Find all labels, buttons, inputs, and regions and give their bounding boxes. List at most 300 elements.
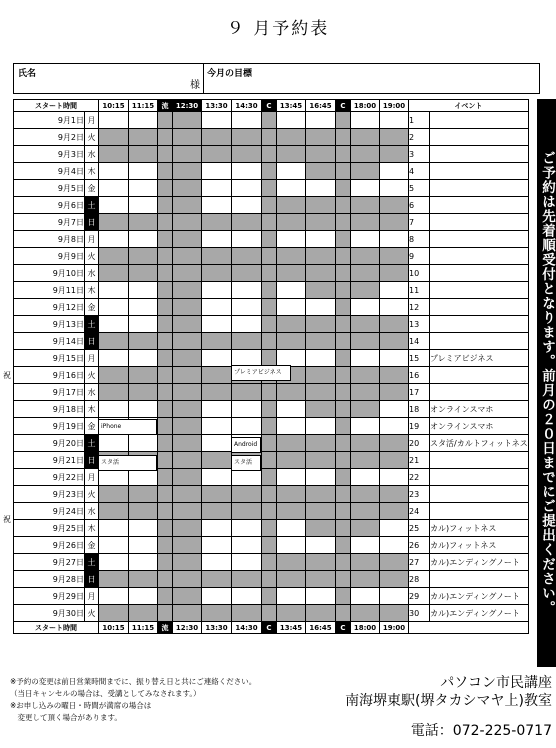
slot-cell[interactable] (232, 146, 262, 163)
slot-cell[interactable] (351, 435, 380, 452)
slot-cell[interactable] (351, 129, 380, 146)
slot-cell[interactable] (129, 299, 158, 316)
slot-cell[interactable] (277, 384, 306, 401)
slot-cell[interactable] (158, 486, 173, 503)
slot-cell[interactable] (129, 197, 158, 214)
slot-cell[interactable] (99, 401, 129, 418)
slot-cell[interactable] (306, 520, 336, 537)
slot-cell[interactable] (99, 367, 129, 384)
slot-cell[interactable] (380, 231, 409, 248)
slot-cell[interactable] (336, 231, 351, 248)
slot-cell[interactable] (232, 588, 262, 605)
slot-cell[interactable] (336, 384, 351, 401)
slot-cell[interactable] (380, 384, 409, 401)
slot-cell[interactable] (306, 588, 336, 605)
slot-cell[interactable] (277, 248, 306, 265)
slot-cell[interactable] (351, 248, 380, 265)
slot-cell[interactable] (129, 435, 158, 452)
slot-cell[interactable] (232, 469, 262, 486)
slot-cell[interactable] (173, 265, 202, 282)
slot-cell[interactable] (129, 486, 158, 503)
slot-cell[interactable] (336, 418, 351, 435)
slot-cell[interactable] (202, 452, 232, 469)
slot-cell[interactable] (262, 486, 277, 503)
slot-cell[interactable] (202, 248, 232, 265)
slot-cell[interactable] (232, 333, 262, 350)
slot-cell[interactable] (306, 571, 336, 588)
slot-cell[interactable] (202, 537, 232, 554)
slot-cell[interactable] (158, 350, 173, 367)
slot-cell[interactable] (277, 520, 306, 537)
slot-cell[interactable] (277, 588, 306, 605)
slot-cell[interactable] (380, 486, 409, 503)
slot-cell[interactable] (99, 231, 129, 248)
slot-cell[interactable] (380, 401, 409, 418)
slot-cell[interactable] (380, 265, 409, 282)
slot-cell[interactable] (99, 316, 129, 333)
slot-cell[interactable] (351, 605, 380, 622)
slot-cell[interactable] (306, 333, 336, 350)
slot-cell[interactable] (232, 384, 262, 401)
slot-cell[interactable] (277, 571, 306, 588)
slot-cell[interactable] (129, 384, 158, 401)
slot-cell[interactable] (129, 503, 158, 520)
slot-cell[interactable] (232, 520, 262, 537)
slot-cell[interactable] (173, 214, 202, 231)
slot-cell[interactable] (306, 146, 336, 163)
slot-cell[interactable] (336, 367, 351, 384)
slot-cell[interactable] (173, 231, 202, 248)
slot-cell[interactable] (351, 350, 380, 367)
slot-cell[interactable] (232, 180, 262, 197)
slot-cell[interactable] (173, 469, 202, 486)
slot-cell[interactable] (306, 486, 336, 503)
slot-cell[interactable] (380, 112, 409, 129)
slot-cell[interactable] (351, 452, 380, 469)
slot-cell[interactable] (306, 180, 336, 197)
slot-cell[interactable] (351, 384, 380, 401)
slot-cell[interactable] (351, 503, 380, 520)
slot-cell[interactable] (129, 129, 158, 146)
slot-cell[interactable] (336, 333, 351, 350)
slot-cell[interactable] (380, 333, 409, 350)
slot-cell[interactable] (277, 146, 306, 163)
slot-cell[interactable] (173, 520, 202, 537)
slot-cell[interactable] (99, 520, 129, 537)
slot-cell[interactable] (351, 299, 380, 316)
slot-cell[interactable] (173, 282, 202, 299)
slot-cell[interactable] (173, 384, 202, 401)
slot-cell[interactable] (262, 112, 277, 129)
slot-cell[interactable] (129, 537, 158, 554)
slot-cell[interactable] (380, 452, 409, 469)
slot-cell[interactable] (336, 435, 351, 452)
slot-cell[interactable] (336, 571, 351, 588)
slot-cell[interactable] (202, 384, 232, 401)
slot-cell[interactable] (262, 435, 277, 452)
slot-cell[interactable] (277, 282, 306, 299)
slot-cell[interactable] (173, 588, 202, 605)
slot-cell[interactable] (306, 129, 336, 146)
slot-cell[interactable] (232, 299, 262, 316)
slot-cell[interactable] (232, 418, 262, 435)
slot-cell[interactable] (158, 248, 173, 265)
slot-cell[interactable] (129, 605, 158, 622)
slot-cell[interactable] (306, 452, 336, 469)
slot-cell[interactable] (351, 163, 380, 180)
slot-cell[interactable] (262, 180, 277, 197)
slot-cell[interactable] (351, 367, 380, 384)
slot-cell[interactable] (306, 248, 336, 265)
slot-cell[interactable] (277, 299, 306, 316)
slot-cell[interactable] (306, 605, 336, 622)
slot-cell[interactable] (380, 503, 409, 520)
slot-cell[interactable] (158, 435, 173, 452)
slot-cell[interactable] (158, 367, 173, 384)
slot-cell[interactable] (129, 571, 158, 588)
slot-cell[interactable] (306, 537, 336, 554)
slot-cell[interactable] (336, 588, 351, 605)
slot-cell[interactable] (380, 350, 409, 367)
slot-cell[interactable] (232, 112, 262, 129)
slot-cell[interactable] (158, 146, 173, 163)
slot-cell[interactable] (336, 350, 351, 367)
slot-cell[interactable] (99, 435, 129, 452)
slot-cell[interactable] (277, 401, 306, 418)
slot-cell[interactable] (262, 605, 277, 622)
slot-cell[interactable] (173, 554, 202, 571)
slot-cell[interactable] (158, 384, 173, 401)
slot-cell[interactable] (262, 401, 277, 418)
slot-cell[interactable] (262, 452, 277, 469)
slot-cell[interactable] (99, 180, 129, 197)
slot-cell[interactable] (202, 367, 232, 384)
slot-cell[interactable] (158, 282, 173, 299)
slot-cell[interactable] (277, 316, 306, 333)
slot-cell[interactable] (232, 537, 262, 554)
slot-cell[interactable] (232, 129, 262, 146)
slot-cell[interactable] (158, 588, 173, 605)
slot-cell[interactable] (158, 503, 173, 520)
slot-cell[interactable] (99, 248, 129, 265)
slot-cell[interactable] (99, 146, 129, 163)
slot-cell[interactable] (129, 112, 158, 129)
slot-cell[interactable] (277, 486, 306, 503)
slot-cell[interactable] (173, 350, 202, 367)
slot-cell[interactable] (158, 605, 173, 622)
slot-cell[interactable] (277, 112, 306, 129)
slot-cell[interactable] (351, 588, 380, 605)
slot-cell[interactable] (173, 435, 202, 452)
slot-cell[interactable] (277, 163, 306, 180)
slot-cell[interactable] (336, 452, 351, 469)
slot-cell[interactable] (262, 146, 277, 163)
slot-cell[interactable] (173, 486, 202, 503)
slot-cell[interactable] (173, 537, 202, 554)
slot-cell[interactable] (173, 316, 202, 333)
slot-cell[interactable] (129, 588, 158, 605)
slot-cell[interactable] (380, 316, 409, 333)
slot-cell[interactable] (262, 588, 277, 605)
slot-cell[interactable] (129, 248, 158, 265)
slot-cell[interactable] (351, 520, 380, 537)
slot-cell[interactable] (262, 299, 277, 316)
slot-cell[interactable] (277, 418, 306, 435)
slot-cell[interactable] (306, 384, 336, 401)
slot-cell[interactable] (336, 316, 351, 333)
slot-cell[interactable] (262, 384, 277, 401)
slot-cell[interactable] (202, 282, 232, 299)
slot-cell[interactable] (380, 163, 409, 180)
slot-cell[interactable] (232, 316, 262, 333)
slot-cell[interactable] (351, 112, 380, 129)
slot-cell[interactable] (306, 282, 336, 299)
slot-cell[interactable] (277, 469, 306, 486)
slot-cell[interactable] (99, 486, 129, 503)
slot-cell[interactable] (380, 129, 409, 146)
slot-cell[interactable] (99, 129, 129, 146)
slot-cell[interactable] (336, 248, 351, 265)
slot-cell[interactable] (351, 265, 380, 282)
slot-cell[interactable] (336, 112, 351, 129)
slot-cell[interactable] (306, 197, 336, 214)
slot-cell[interactable] (158, 214, 173, 231)
slot-cell[interactable] (262, 163, 277, 180)
slot-cell[interactable] (306, 214, 336, 231)
slot-cell[interactable] (129, 265, 158, 282)
slot-cell[interactable] (158, 333, 173, 350)
slot-cell[interactable] (202, 418, 232, 435)
slot-cell[interactable] (277, 197, 306, 214)
slot-cell[interactable] (380, 367, 409, 384)
slot-cell[interactable] (262, 282, 277, 299)
slot-cell[interactable] (158, 418, 173, 435)
slot-cell[interactable] (129, 520, 158, 537)
slot-cell[interactable] (277, 503, 306, 520)
slot-cell[interactable] (173, 452, 202, 469)
slot-cell[interactable] (351, 486, 380, 503)
slot-cell[interactable] (99, 163, 129, 180)
slot-cell[interactable] (232, 605, 262, 622)
slot-cell[interactable] (173, 418, 202, 435)
slot-cell[interactable] (158, 520, 173, 537)
slot-cell[interactable] (99, 112, 129, 129)
slot-cell[interactable] (173, 129, 202, 146)
slot-cell[interactable] (173, 146, 202, 163)
slot-cell[interactable] (277, 129, 306, 146)
slot-cell[interactable] (351, 316, 380, 333)
slot-cell[interactable] (306, 316, 336, 333)
slot-cell[interactable] (158, 401, 173, 418)
slot-cell[interactable] (202, 554, 232, 571)
slot-cell[interactable] (129, 333, 158, 350)
slot-cell[interactable] (262, 520, 277, 537)
slot-cell[interactable] (158, 299, 173, 316)
slot-cell[interactable] (262, 214, 277, 231)
slot-cell[interactable] (202, 163, 232, 180)
slot-cell[interactable] (158, 197, 173, 214)
slot-cell[interactable] (202, 316, 232, 333)
slot-cell[interactable] (336, 299, 351, 316)
slot-cell[interactable] (232, 197, 262, 214)
slot-cell[interactable] (158, 265, 173, 282)
slot-cell[interactable] (158, 129, 173, 146)
slot-cell[interactable] (262, 231, 277, 248)
slot-cell[interactable] (262, 129, 277, 146)
slot-cell[interactable] (202, 231, 232, 248)
slot-cell[interactable] (336, 554, 351, 571)
slot-cell[interactable] (306, 367, 336, 384)
slot-cell[interactable] (336, 537, 351, 554)
slot-cell[interactable] (202, 197, 232, 214)
slot-cell[interactable] (336, 486, 351, 503)
slot-cell[interactable] (277, 350, 306, 367)
slot-cell[interactable] (158, 163, 173, 180)
slot-cell[interactable] (129, 282, 158, 299)
slot-cell[interactable] (173, 248, 202, 265)
slot-cell[interactable] (202, 265, 232, 282)
slot-cell[interactable] (351, 537, 380, 554)
slot-cell[interactable] (129, 401, 158, 418)
slot-cell[interactable] (277, 333, 306, 350)
slot-cell[interactable] (380, 571, 409, 588)
slot-cell[interactable] (262, 554, 277, 571)
slot-cell[interactable] (99, 282, 129, 299)
slot-cell[interactable] (306, 265, 336, 282)
slot-cell[interactable] (262, 571, 277, 588)
slot-cell[interactable] (202, 588, 232, 605)
slot-cell[interactable] (306, 350, 336, 367)
slot-cell[interactable] (306, 435, 336, 452)
slot-cell[interactable] (351, 197, 380, 214)
slot-cell[interactable] (129, 469, 158, 486)
slot-cell[interactable] (232, 571, 262, 588)
slot-cell[interactable] (158, 571, 173, 588)
slot-cell[interactable] (380, 418, 409, 435)
slot-cell[interactable] (99, 214, 129, 231)
slot-cell[interactable] (129, 180, 158, 197)
slot-cell[interactable] (380, 146, 409, 163)
slot-cell[interactable] (351, 231, 380, 248)
slot-cell[interactable] (232, 265, 262, 282)
slot-cell[interactable] (351, 333, 380, 350)
slot-cell[interactable] (99, 350, 129, 367)
slot-cell[interactable] (262, 248, 277, 265)
slot-cell[interactable] (277, 537, 306, 554)
slot-cell[interactable] (262, 503, 277, 520)
slot-cell[interactable] (173, 163, 202, 180)
slot-cell[interactable] (277, 435, 306, 452)
slot-cell[interactable] (158, 231, 173, 248)
slot-cell[interactable] (99, 537, 129, 554)
slot-cell[interactable] (202, 435, 232, 452)
slot-cell[interactable] (380, 248, 409, 265)
slot-cell[interactable] (262, 197, 277, 214)
slot-cell[interactable] (306, 231, 336, 248)
slot-cell[interactable] (262, 418, 277, 435)
slot-cell[interactable] (232, 401, 262, 418)
slot-cell[interactable] (129, 350, 158, 367)
slot-cell[interactable] (306, 554, 336, 571)
slot-cell[interactable] (336, 503, 351, 520)
slot-cell[interactable] (232, 282, 262, 299)
slot-cell[interactable] (129, 367, 158, 384)
slot-cell[interactable] (262, 316, 277, 333)
slot-cell[interactable] (336, 401, 351, 418)
slot-cell[interactable] (351, 554, 380, 571)
slot-cell[interactable] (336, 180, 351, 197)
slot-cell[interactable] (306, 112, 336, 129)
slot-cell[interactable] (173, 299, 202, 316)
slot-cell[interactable] (277, 265, 306, 282)
slot-cell[interactable] (99, 299, 129, 316)
slot-cell[interactable] (99, 469, 129, 486)
slot-cell[interactable] (202, 299, 232, 316)
slot-cell[interactable] (129, 163, 158, 180)
slot-cell[interactable] (380, 554, 409, 571)
slot-cell[interactable] (277, 452, 306, 469)
slot-cell[interactable] (351, 214, 380, 231)
slot-cell[interactable] (173, 197, 202, 214)
slot-cell[interactable] (306, 401, 336, 418)
slot-cell[interactable] (336, 163, 351, 180)
slot-cell[interactable] (129, 231, 158, 248)
slot-cell[interactable] (202, 180, 232, 197)
slot-cell[interactable] (173, 571, 202, 588)
slot-cell[interactable] (232, 163, 262, 180)
slot-cell[interactable] (277, 214, 306, 231)
slot-cell[interactable] (262, 265, 277, 282)
slot-cell[interactable] (262, 333, 277, 350)
slot-cell[interactable] (129, 146, 158, 163)
slot-cell[interactable] (336, 469, 351, 486)
slot-cell[interactable] (232, 503, 262, 520)
slot-cell[interactable] (129, 316, 158, 333)
slot-cell[interactable] (380, 520, 409, 537)
slot-cell[interactable] (351, 401, 380, 418)
slot-cell[interactable] (380, 537, 409, 554)
slot-cell[interactable] (99, 333, 129, 350)
slot-cell[interactable] (336, 146, 351, 163)
slot-cell[interactable] (202, 571, 232, 588)
slot-cell[interactable] (277, 554, 306, 571)
slot-cell[interactable] (202, 146, 232, 163)
slot-cell[interactable] (173, 367, 202, 384)
slot-cell[interactable] (351, 146, 380, 163)
slot-cell[interactable] (158, 537, 173, 554)
slot-cell[interactable] (336, 214, 351, 231)
slot-cell[interactable] (202, 112, 232, 129)
slot-cell[interactable] (99, 588, 129, 605)
slot-cell[interactable] (158, 112, 173, 129)
slot-cell[interactable] (99, 197, 129, 214)
slot-cell[interactable] (202, 129, 232, 146)
slot-cell[interactable] (173, 112, 202, 129)
slot-cell[interactable] (99, 503, 129, 520)
slot-cell[interactable] (380, 214, 409, 231)
slot-cell[interactable] (202, 333, 232, 350)
slot-cell[interactable] (351, 282, 380, 299)
slot-cell[interactable] (262, 469, 277, 486)
slot-cell[interactable] (232, 214, 262, 231)
slot-cell[interactable] (158, 180, 173, 197)
slot-cell[interactable] (380, 299, 409, 316)
slot-cell[interactable] (129, 214, 158, 231)
slot-cell[interactable] (232, 486, 262, 503)
slot-cell[interactable] (262, 350, 277, 367)
slot-cell[interactable] (232, 554, 262, 571)
slot-cell[interactable] (99, 384, 129, 401)
